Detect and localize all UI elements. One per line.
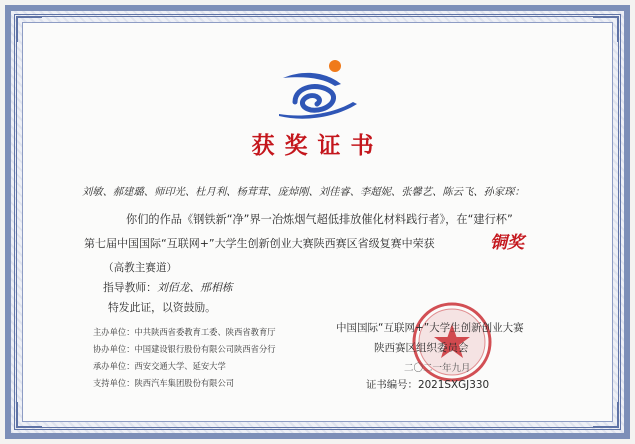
- work-description-line: 你们的作品《钢铁新“净”界一冶炼烟气超低排放催化材料践行者》，在“建行杯”: [126, 213, 513, 226]
- certificate-number: 证书编号：2021SXGJ330: [366, 379, 490, 391]
- corner-ornament-top-right: [593, 16, 619, 42]
- issuer-line-2: 陕西赛区组织委员会: [374, 342, 469, 354]
- supporter-line: 支持单位：陕西汽车集团股份有限公司: [93, 378, 235, 388]
- recipient-names: 刘敏、郝建璐、师印光、杜月利、杨茸茸、庞焯刚、刘佳睿、李超妮、张馨艺、陈云飞、孙家琛：: [82, 186, 525, 198]
- award-level: 铜奖: [490, 233, 524, 253]
- advisor-names: 刘佰龙、邢相栋: [156, 281, 233, 294]
- competition-line: 第七届中国国际“互联网+”大学生创新创业大赛陕西赛区省级复赛中荣获: [84, 237, 435, 250]
- co-organizer-line: 协办单位：中国建设银行股份有限公司陕西省分行: [93, 344, 276, 354]
- closing-text: 特发此证，以资鼓励。: [108, 301, 216, 314]
- certificate-title: 获奖证书: [251, 132, 384, 159]
- issue-date: 二〇二一年九月: [404, 363, 471, 374]
- corner-ornament-bottom-right: [593, 402, 619, 428]
- logo-upper-swoosh: [283, 73, 341, 86]
- competition-logo: [277, 56, 359, 120]
- logo-orange-dot: [329, 60, 341, 72]
- advisor-line: [103, 280, 233, 295]
- host-line: 承办单位：西安交通大学、延安大学: [93, 361, 226, 371]
- organizer-line: 主办单位：中共陕西省委教育工委、陕西省教育厅: [93, 327, 276, 337]
- corner-ornament-top-left: [16, 16, 42, 42]
- advisor-label: 指导教师：: [103, 281, 157, 294]
- corner-ornament-bottom-left: [16, 402, 42, 428]
- logo-e-curl: [295, 87, 334, 111]
- issuer-line-1: 中国国际“互联网+”大学生创新创业大赛: [336, 322, 524, 334]
- track-label: （高教主赛道）: [103, 262, 178, 274]
